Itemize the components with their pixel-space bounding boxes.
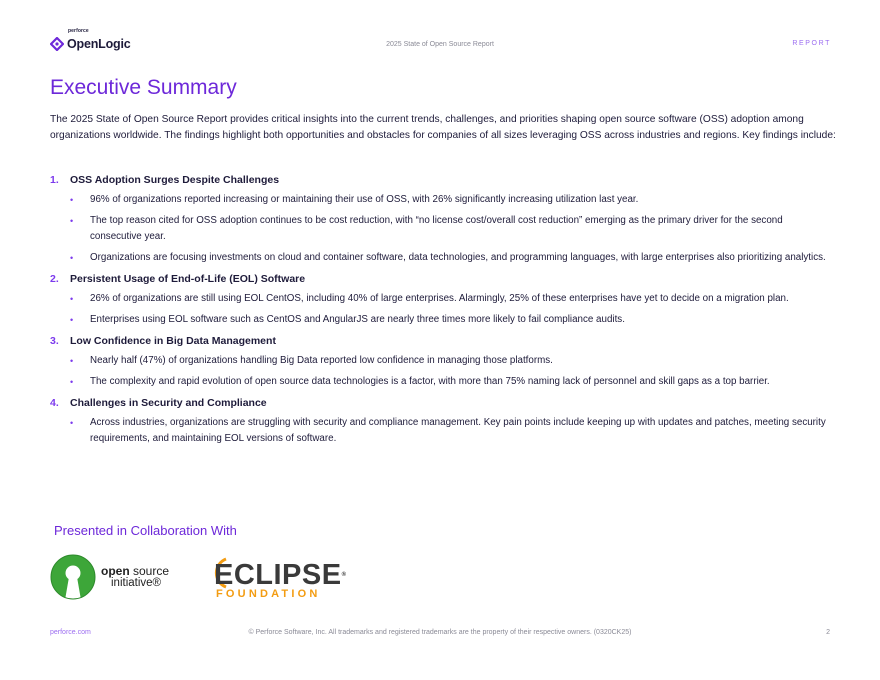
finding-number: 2. [50,273,59,285]
finding-number: 1. [50,174,59,186]
footer-website-link[interactable]: perforce.com [50,629,91,636]
finding-item [50,333,840,390]
finding-number: 3. [50,335,59,347]
key-findings-list [50,172,840,452]
bullet-text: Organizations are focusing investments on cloud and container software, data technologies, and programming languages, with large enterprises also prioritizing analytics. [90,252,826,263]
finding-number: 4. [50,397,59,409]
bullet-text: Nearly half (47%) of organizations handling Big Data reported low confidence in managing those platforms. [90,355,553,366]
finding-heading [50,271,840,288]
osi-name-line2: initiative® [111,577,162,589]
finding-title: Challenges in Security and Compliance [70,397,267,409]
finding-bullet [50,250,840,266]
logo-brand: perforce [68,28,89,34]
logo-name: OpenLogic [67,37,131,51]
finding-bullet [50,415,840,447]
eclipse-foundation-logo[interactable] [204,554,354,604]
finding-bullet [50,213,840,245]
finding-bullet [50,312,840,328]
bullet-text: 96% of organizations reported increasing or maintaining their use of OSS, with 26% significantly increasing utilization last year. [90,194,639,205]
finding-title: OSS Adoption Surges Despite Challenges [70,174,280,186]
report-label: REPORT [792,40,831,47]
collaboration-heading: Presented in Collaboration With [54,523,237,538]
osi-open: open [101,564,130,578]
finding-bullet [50,291,840,307]
bullet-text: The top reason cited for OSS adoption continues to be cost reduction, with “no license cost/overall cost reduction” emerging as the primary driver for the second consecutive year. [90,215,783,242]
open-source-initiative-logo[interactable] [50,554,169,600]
bullet-icon: • [70,216,74,226]
eclipse-name: ECLIPSE [214,559,342,591]
osi-keyhole-icon [50,554,96,600]
bullet-text: The complexity and rapid evolution of open source data technologies is a factor, with more than 75% naming lack of personnel and skill gaps as a top barrier. [90,376,770,387]
bullet-icon: • [70,418,74,428]
page-number: 2 [826,629,830,636]
bullet-icon: • [70,195,74,205]
finding-item [50,271,840,328]
footer-copyright: © Perforce Software, Inc. All trademarks and registered trademarks are the property of their respective owners. (0320CK25) [248,629,632,636]
eclipse-wordmark [214,558,347,592]
finding-heading [50,172,840,189]
bullet-icon: • [70,294,74,304]
intro-paragraph: The 2025 State of Open Source Report provides critical insights into the current trends, challenges, and priorities shaping open source software (OSS) adoption among organizations worldwide. The findings highlight both opportunities and obstacles for companies of all sizes leveraging OSS across industries and regions. Key findings include: [50,114,836,141]
finding-item [50,395,840,447]
bullet-icon: • [70,356,74,366]
osi-name-line1 [101,565,169,577]
page-title: Executive Summary [50,76,237,99]
finding-item [50,172,840,266]
finding-bullet [50,353,840,369]
finding-heading [50,333,840,350]
bullet-icon: • [70,253,74,263]
finding-title: Persistent Usage of End-of-Life (EOL) Software [70,273,306,285]
finding-heading [50,395,840,412]
report-name: 2025 State of Open Source Report [386,41,494,48]
bullet-icon: • [70,377,74,387]
finding-title: Low Confidence in Big Data Management [70,335,276,347]
finding-bullet [50,374,840,390]
eclipse-foundation-text: FOUNDATION [216,588,321,600]
osi-source: source [129,564,170,578]
bullet-text: Across industries, organizations are struggling with security and compliance management. Key pain points include keeping up with updates and patches, meeting security requirements, and maintaining EOL versions of software. [90,417,826,444]
finding-bullet [50,192,840,208]
bullet-text: 26% of organizations are still using EOL CentOS, including 40% of large enterprises. Alarmingly, 25% of these enterprises have yet to decide on a migration plan. [90,293,789,304]
eclipse-registered-mark: ® [341,572,347,578]
bullet-text: Enterprises using EOL software such as CentOS and AngularJS are nearly three times more likely to fail compliance audits. [90,314,625,325]
bullet-icon: • [70,315,74,325]
